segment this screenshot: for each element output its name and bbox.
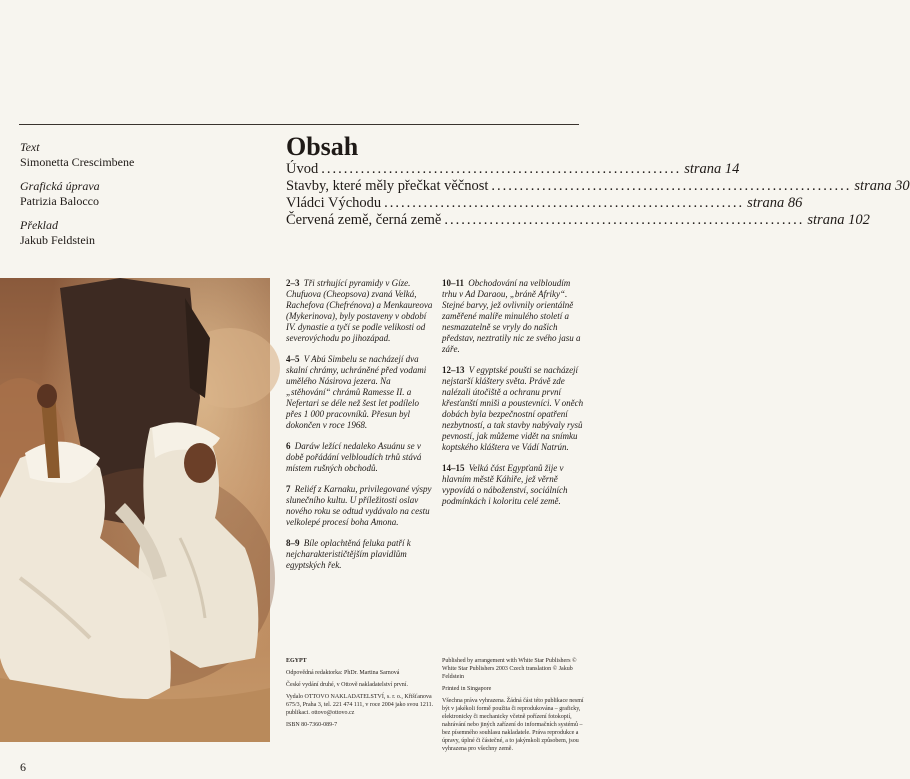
toc-leader-dots: ................................................................ <box>384 195 745 211</box>
toc-entry-page: strana 86 <box>747 195 803 211</box>
caption-text: Reliéf z Karnaku, privilegované výspy slunečního kultu. U příležitosti oslav nového roku se odtud vydávalo na cestu velkolepé procesí boha Amona. <box>286 484 432 527</box>
imprint-right <box>442 657 584 757</box>
toc-entry[interactable] <box>286 195 803 212</box>
caption-pages: 8–9 <box>286 538 300 548</box>
credit-name: Patrizia Balocco <box>20 194 99 208</box>
imprint-line: České vydání druhé, v Ottově nakladatelství první. <box>286 682 408 688</box>
camel-market-photo <box>0 278 270 742</box>
photo-caption <box>286 538 434 571</box>
credit-role: Překlad <box>20 218 58 232</box>
caption-pages: 10–11 <box>442 278 465 288</box>
caption-text: Daráw ležící nedaleko Asuánu se v době pořádání velbloudích trhů stává místem rušných obchodů. <box>286 441 422 473</box>
credit-role: Grafická úprava <box>20 179 100 193</box>
toc-entry[interactable] <box>286 178 910 195</box>
caption-pages: 6 <box>286 441 291 451</box>
credit-name: Simonetta Crescimbene <box>20 155 135 169</box>
toc-entry-page: strana 102 <box>807 212 870 228</box>
credit-role: Text <box>20 140 40 154</box>
caption-text: Obchodování na velbloudím trhu v Ad Daraou, „bráně Afriky“. Stejné barvy, jež ovlivnily orientálně zaměřené malíře minulého století a nesmazatelně se vryly do našich představ, neztratily nic ze svého jasu a záře. <box>442 278 581 354</box>
toc-leader-dots: ................................................................ <box>444 212 805 228</box>
imprint-line: EGYPT <box>286 658 307 664</box>
toc-leader-dots: ................................................................ <box>321 161 682 177</box>
caption-text: Velká část Egypťanů žije v hlavním městě Káhiře, jež věrně vypovídá o náboženství, sociálních podmínkách i koloritu celé země. <box>442 463 568 506</box>
credit-text <box>20 140 250 170</box>
photo-caption <box>442 463 584 507</box>
imprint-line: ISBN 80-7360-089-7 <box>286 722 338 728</box>
photo-caption <box>286 278 434 344</box>
caption-pages: 2–3 <box>286 278 300 288</box>
caption-text: Bíle oplachtěná feluka patří k nejcharakterističtějším plavidlům egyptských řek. <box>286 538 411 570</box>
imprint-line: Odpovědná redaktorka: PhDr. Martina Sarnová <box>286 670 400 676</box>
photo-caption <box>286 484 434 528</box>
imprint-line: Všechna práva vyhrazena. Žádná část této publikace nesmí být v jakékoli formě použita či reprodukována – graficky, elektronicky či mechanicky včetně pořízení fotokopií, nahrávání nebo jiných zařízení do informačních systémů – bez písemného souhlasu nakladatele. Práva reprodukce a úpravy, úplné či částečné, a to jakýmkoli způsobem, jsou vyhrazena pro všechny země. <box>442 698 584 752</box>
header-rule <box>19 124 579 125</box>
caption-text: Tři strhující pyramidy v Gíze. Chufuova (Cheopsova) zvaná Velká, Rachefova (Chefrénova) a Menkaureova (Mykerinova), byly postaveny v období IV. dynastie a tyčí se podle velikosti od severovýchodu po jihozápad. <box>286 278 433 343</box>
photo-caption <box>442 365 584 453</box>
caption-pages: 4–5 <box>286 354 300 364</box>
imprint-left <box>286 657 436 733</box>
caption-pages: 12–13 <box>442 365 465 375</box>
toc-leader-dots: ................................................................ <box>491 178 852 194</box>
credit-translation <box>20 218 250 248</box>
toc-title: Obsah <box>286 132 359 161</box>
captions-column-left <box>286 278 434 581</box>
toc-entry-label: Úvod <box>286 161 319 177</box>
page-number: 6 <box>20 760 26 774</box>
caption-text: V egyptské poušti se nacházejí nejstarší kláštery světa. Právě zde nalézali útočiště a ochranu první křesťanští mniši a poustevníci. V oněch dobách byla bezpečnostní opatření nezbytností, a tak stavby nabývaly rysů pevností, jak můžeme vidět na snímku koptského kláštera ve Vádí Natrún. <box>442 365 584 452</box>
toc-entry[interactable] <box>286 212 870 229</box>
photo-caption <box>286 441 434 474</box>
caption-text: V Abú Simbelu se nacházejí dva skalní chrámy, uchráněné před vodami umělého Násirova jezera. Na „stěhování“ chrámů Ramesse II. a Nefertari se déle než šest let podílelo přes 1 000 pracovníků. Přesun byl dokončen v roce 1968. <box>286 354 427 430</box>
caption-pages: 7 <box>286 484 291 494</box>
photo-caption <box>442 278 584 355</box>
table-of-contents <box>286 132 910 229</box>
toc-entry-page: strana 30 <box>854 178 910 194</box>
photo-caption <box>286 354 434 431</box>
toc-entry-label: Stavby, které měly přečkat věčnost <box>286 178 489 194</box>
credit-name: Jakub Feldstein <box>20 233 95 247</box>
imprint-line: Vydalo OTTOVO NAKLADATELSTVÍ, s. r. o., Křišťanova 675/3, Praha 3, tel. 221 474 111, v roce 2004 jako svou 1211. publikaci. ottovo@ottovo.cz <box>286 694 434 716</box>
caption-pages: 14–15 <box>442 463 465 473</box>
captions-column-right <box>442 278 584 517</box>
toc-entry-label: Vládci Východu <box>286 195 382 211</box>
imprint-line: Printed in Singapore <box>442 686 492 692</box>
toc-entry-page: strana 14 <box>684 161 740 177</box>
credits-block <box>20 140 250 257</box>
toc-entry[interactable] <box>286 161 740 178</box>
credit-design <box>20 179 250 209</box>
toc-entry-label: Červená země, černá země <box>286 212 442 228</box>
imprint-line: Published by arrangement with White Star Publishers © White Star Publishers 2003 Czech translation © Jakub Feldstein <box>442 658 577 680</box>
